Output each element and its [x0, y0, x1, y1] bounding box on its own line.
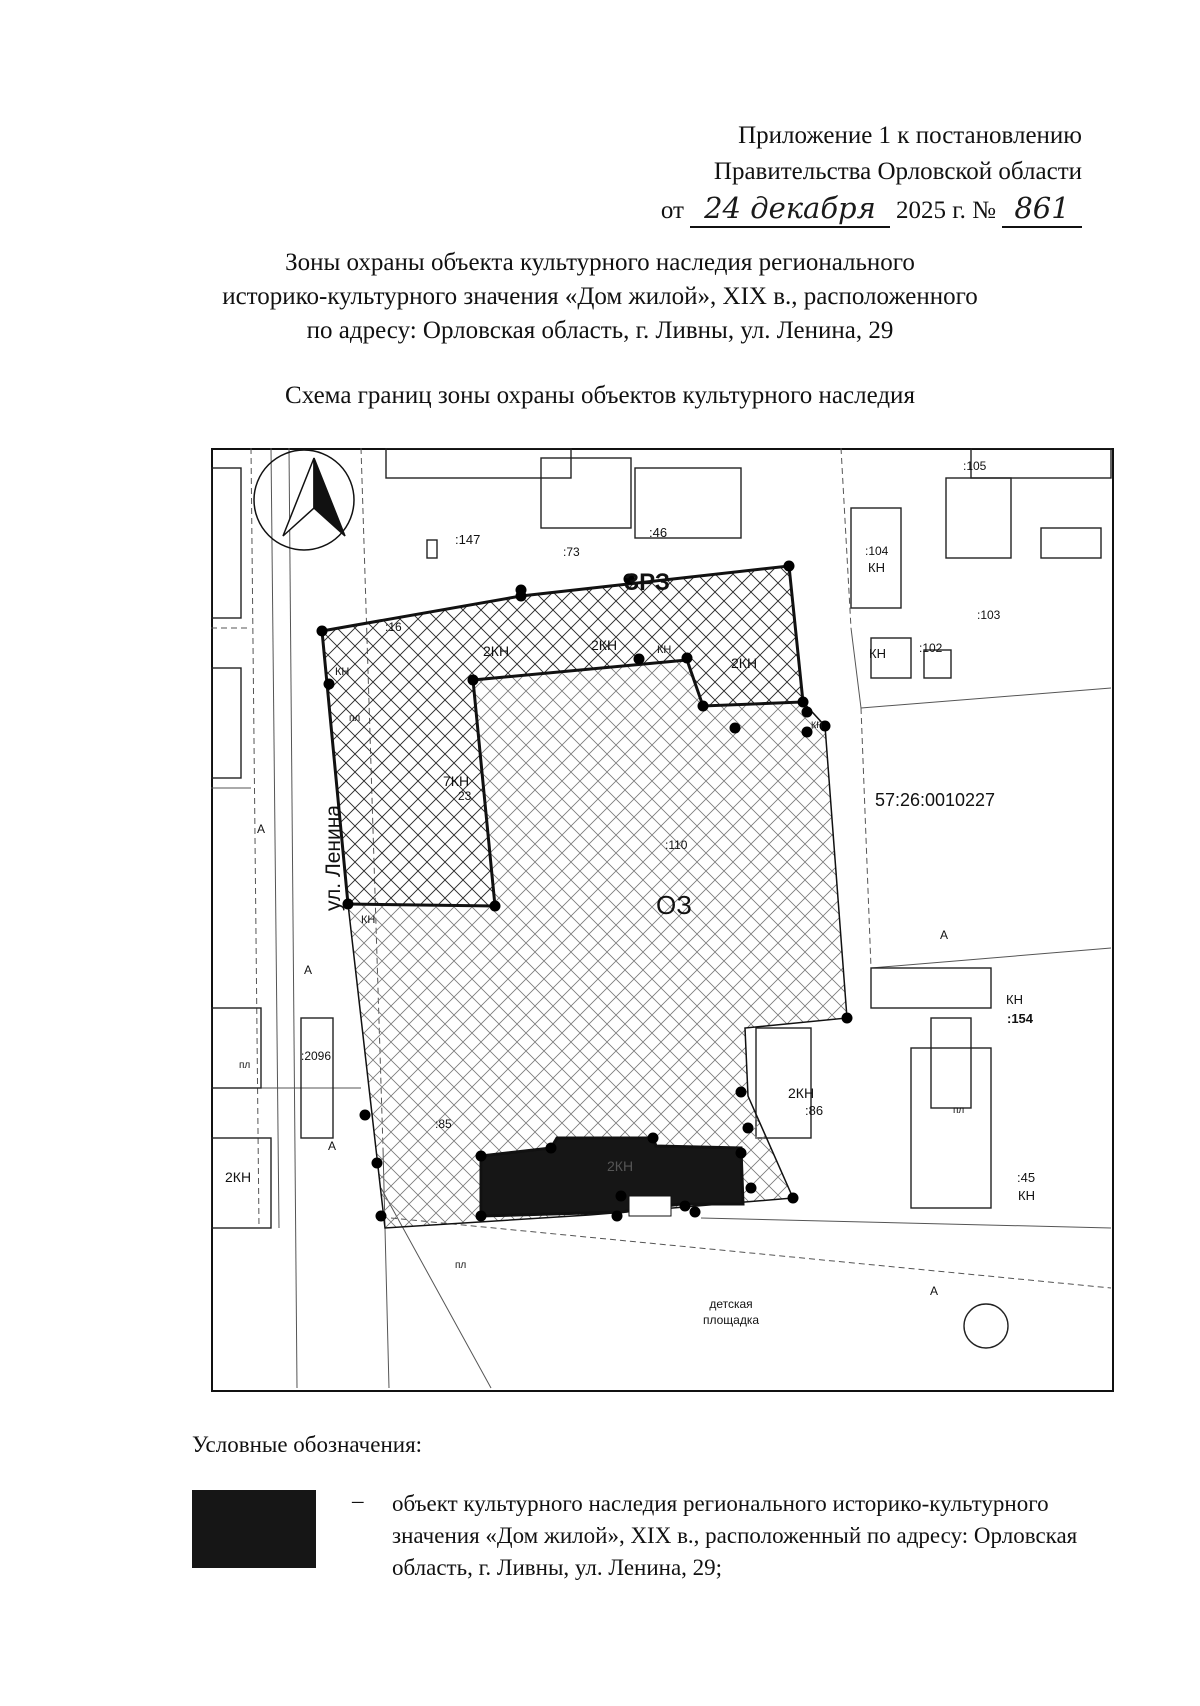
parcel-110-label: :110 — [665, 838, 688, 852]
parcel-102-label: :102 — [919, 641, 943, 655]
boundary-vertex — [798, 697, 809, 708]
boundary-vertex — [788, 1193, 799, 1204]
road-a-label-1: А — [257, 822, 266, 836]
kn2-label-object: 2КН — [607, 1158, 634, 1174]
boundary-vertex — [476, 1211, 487, 1222]
parcel-147-label: :147 — [455, 532, 481, 547]
from-label: от — [660, 197, 684, 224]
approval-line-3 — [661, 190, 1082, 229]
heritage-object-annex — [629, 1196, 671, 1216]
map-canvas — [211, 448, 1114, 1392]
boundary-vertex — [360, 1110, 371, 1121]
parcel-2096-label: :2096 — [301, 1049, 332, 1063]
boundary-vertex — [372, 1158, 383, 1169]
approval-line-2: Правительства Орловской области — [713, 158, 1082, 185]
road-a-label-5: А — [930, 1284, 939, 1298]
boundary-vertex — [736, 1087, 747, 1098]
approval-line-1: Приложение 1 к постановлению — [738, 122, 1082, 149]
boundary-vertex — [730, 723, 741, 734]
legend-swatch-heritage-object — [192, 1490, 316, 1568]
street-label: ул. Ленина — [322, 804, 345, 912]
boundary-vertex — [784, 561, 795, 572]
parcel-85-label: :85 — [435, 1117, 452, 1131]
boundary-vertex — [746, 1183, 757, 1194]
boundary-vertex — [698, 701, 709, 712]
parcel-16-label: :16 — [385, 620, 402, 634]
parcel-23-label: 23 — [458, 789, 472, 803]
pl-label-3: пл — [953, 1105, 965, 1116]
kn2-label-east: 2КН — [731, 655, 758, 671]
kn2-label-north-2: 2КН — [591, 637, 618, 653]
kn-label-102: КН — [869, 646, 886, 661]
kn-label-north: КН — [657, 644, 672, 656]
boundary-vertex — [317, 626, 328, 637]
parcel-154-label: :154 — [1007, 1011, 1034, 1026]
parcel-73-label: :73 — [563, 545, 580, 559]
title-line-1: Зоны охраны объекта культурного наследия регионального — [285, 249, 915, 276]
boundary-vertex — [476, 1151, 487, 1162]
playground-label-2: площадка — [702, 1313, 760, 1327]
pl-label-1: пл — [349, 713, 361, 724]
parcel-45-label: :45 — [1017, 1170, 1036, 1185]
parcel-86-label: :86 — [805, 1103, 824, 1118]
playground-label-1: детская — [709, 1297, 753, 1311]
document-title — [120, 246, 1080, 348]
boundary-vertex — [376, 1211, 387, 1222]
kn-label-west: КН — [335, 666, 350, 678]
boundary-vertex — [634, 654, 645, 665]
parcel-104-label: :104 — [865, 544, 889, 558]
boundary-vertex — [682, 653, 693, 664]
kn-label-154: КН — [1006, 992, 1023, 1007]
boundary-vertex — [680, 1201, 691, 1212]
boundary-vertex — [516, 585, 527, 596]
road-a-label-2: А — [304, 963, 313, 977]
kn-label-inner: КН — [361, 914, 376, 926]
kn-label-east: КН — [811, 720, 823, 730]
boundary-vertex — [648, 1133, 659, 1144]
parcel-46-label: :46 — [649, 525, 668, 540]
kn2-label-86: 2КН — [788, 1085, 815, 1101]
boundary-vertex — [802, 707, 813, 718]
boundary-vertex — [468, 675, 479, 686]
title-line-2: историко-культурного значения «Дом жилой», XIX в., расположенного — [222, 283, 978, 310]
parcel-105-label: :105 — [963, 459, 987, 473]
boundary-vertex — [612, 1211, 623, 1222]
parcel-103-label: :103 — [977, 608, 1001, 622]
zone-oz-label: ОЗ — [656, 890, 692, 920]
kn2-label-west: 2КН — [225, 1169, 252, 1185]
boundary-vertex — [546, 1143, 557, 1154]
road-a-label-4: А — [940, 928, 949, 942]
legend-item-text: объект культурного наследия регионального историко-культурного значения «Дом жилой», XIX в., расположенный по адресу: Орловская область, г. Ливны, ул. Ленина, 29; — [392, 1491, 1078, 1580]
legend-dash: – — [352, 1488, 364, 1513]
road-a-label-3: А — [328, 1139, 337, 1153]
pl-label-4: пл — [455, 1260, 467, 1271]
kn-label-104: КН — [868, 560, 885, 575]
boundary-vertex — [616, 1191, 627, 1202]
handwritten-number: 861 — [1002, 190, 1082, 228]
kn-label-45: КН — [1018, 1188, 1035, 1203]
boundary-vertex — [736, 1148, 747, 1159]
zone-rz-label: ЗРЗ — [624, 569, 670, 596]
pl-label-2: пл — [239, 1060, 251, 1071]
boundary-vertex — [743, 1123, 754, 1134]
approval-block — [661, 118, 1082, 229]
cadastral-block-label: 57:26:0010227 — [874, 790, 996, 810]
scheme-title: Схема границ зоны охраны объектов культурного наследия — [285, 382, 915, 409]
boundary-vertex — [490, 901, 501, 912]
year-text: 2025 г. № — [895, 197, 996, 224]
boundary-vertex — [324, 679, 335, 690]
boundary-map — [211, 448, 1114, 1392]
title-line-3: по адресу: Орловская область, г. Ливны, ул. Ленина, 29 — [306, 317, 894, 344]
kn2-label-north-1: 2КН — [483, 643, 510, 659]
kn7-label: 7КН — [443, 773, 470, 789]
handwritten-date: 24 декабря — [690, 190, 890, 228]
legend-heading: Условные обозначения: — [192, 1432, 423, 1457]
boundary-vertex — [842, 1013, 853, 1024]
boundary-vertex — [690, 1207, 701, 1218]
